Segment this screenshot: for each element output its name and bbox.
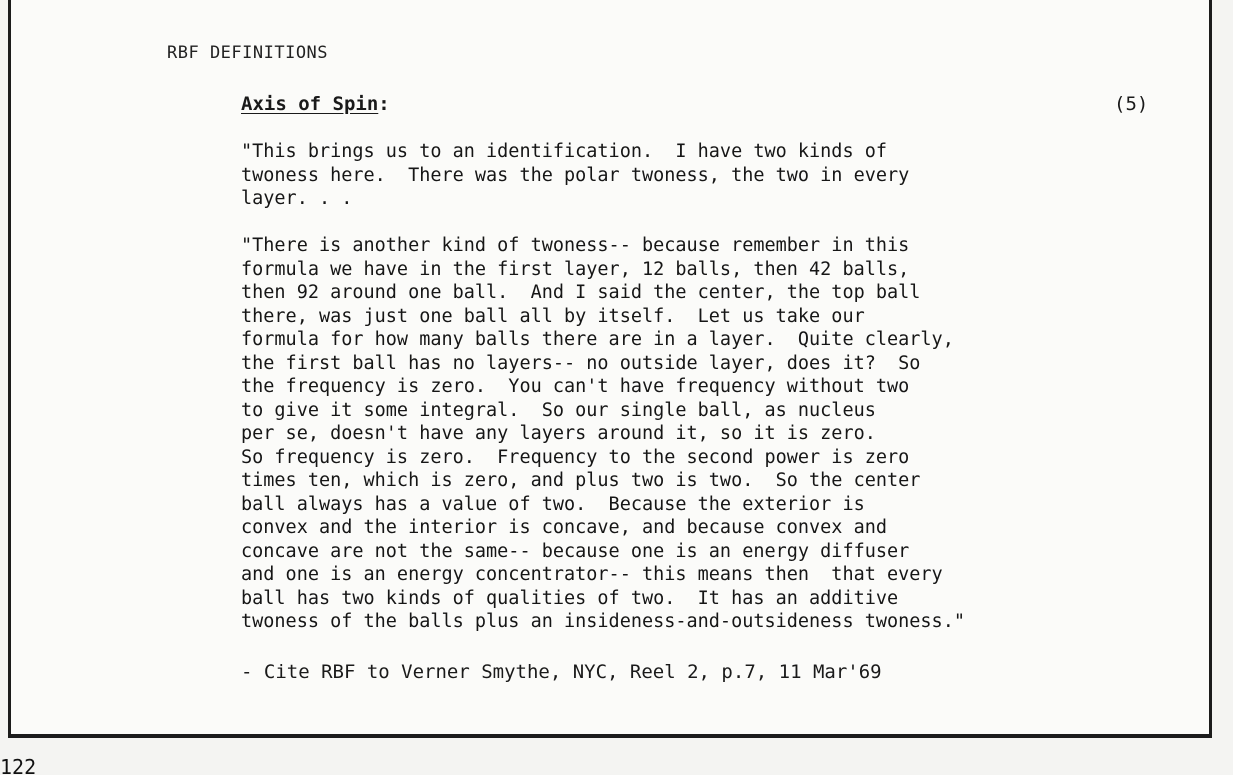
page-number: 122 [0,755,37,775]
quote-paragraph-2: "There is another kind of twoness-- because remember in this formula we have in the first layer, 12 balls, then 42 balls, then 92 around one ball. And I said the center, the top ball there, was just one ball all by itself. Let us take our formula for how many balls there are in a layer. Quite clearly, the first ball has no layers-- no outside layer, does it? So the frequency is zero. You can't have frequency without two to give it some integral. So our single ball, as nucleus per se, doesn't have any layers around it, so it is zero. So frequency is zero. Frequency to the second power is zero times ten, which is zero, and plus two is two. So the center ball always has a value of two. Because the exterior is convex and the interior is concave, and because convex and concave are not the same-- because one is an energy diffuser and one is an energy concentrator-- this means then that every ball has two kinds of qualities of two. It has an additive twoness of the balls plus an insideness-and-outsideness twoness." [241,235,965,632]
definition-card [8,0,1212,738]
document-header: RBF DEFINITIONS [167,43,329,63]
section-number: (5) [1114,93,1149,115]
quote-paragraph-1: "This brings us to an identification. I have two kinds of twoness here. There was the polar twoness, the two in every layer. . . [241,141,910,209]
section-title-colon: : [378,93,390,115]
citation: - Cite RBF to Verner Smythe, NYC, Reel 2, p.7, 11 Mar'69 [241,661,882,683]
section-title [241,93,390,115]
section-title-text: Axis of Spin [241,93,379,115]
